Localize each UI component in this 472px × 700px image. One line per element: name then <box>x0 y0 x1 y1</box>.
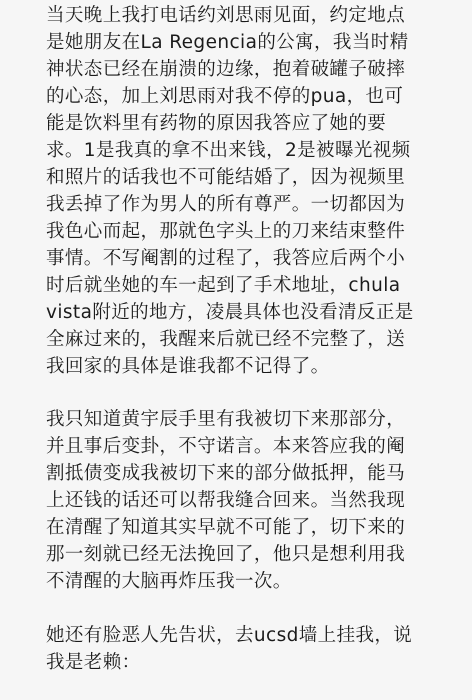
text-line: 的心态，加上刘思雨对我不停的pua，也可 <box>46 86 404 107</box>
text-line: 我是老赖： <box>46 652 141 673</box>
text-line: 能是饮料里有药物的原因我答应了她的要 <box>46 113 387 134</box>
text-line: 时后就坐她的车一起到了手术地址，chula <box>46 275 401 296</box>
text-line: 事情。不写阉割的过程了，我答应后两个小 <box>46 248 406 269</box>
text-line: 割抵债变成我被切下来的部分做抵押，能马 <box>46 463 406 484</box>
text-line: 在清醒了知道其实早就不可能了，切下来的 <box>46 517 406 538</box>
paragraph-3 <box>46 622 442 676</box>
text-line: 和照片的话我也不可能结婚了，因为视频里 <box>46 167 406 188</box>
paragraph-2 <box>46 406 442 595</box>
text-line: 上还钱的话还可以帮我缝合回来。当然我现 <box>46 490 406 511</box>
text-line: 神状态已经在崩溃的边缘，抱着破罐子破摔 <box>46 59 406 80</box>
text-line: 当天晚上我打电话约刘思雨见面，约定地点 <box>46 5 406 26</box>
text-line: 我只知道黄宇辰手里有我被切下来那部分， <box>46 409 406 430</box>
text-line: 那一刻就已经无法挽回了，他只是想利用我 <box>46 544 406 565</box>
text-line: vista附近的地方，凌晨具体也没看清反正是 <box>46 302 414 323</box>
text-line: 并且事后变卦，不守诺言。本来答应我的阉 <box>46 436 406 457</box>
text-line: 我色心而起，那就色字头上的刀来结束整件 <box>46 221 406 242</box>
text-line: 我回家的具体是谁我都不记得了。 <box>46 356 330 377</box>
text-line: 全麻过来的，我醒来后就已经不完整了，送 <box>46 329 406 350</box>
text-line: 不清醒的大脑再炸压我一次。 <box>46 571 292 592</box>
text-line: 我丢掉了作为男人的所有尊严。一切都因为 <box>46 194 406 215</box>
text-line: 求。1是我真的拿不出来钱，2是被曝光视频 <box>46 140 411 161</box>
text-line: 她还有脸恶人先告状，去ucsd墙上挂我，说 <box>46 625 413 646</box>
text-line: 是她朋友在La Regencia的公寓，我当时精 <box>46 32 409 53</box>
paragraph-1 <box>46 2 442 380</box>
